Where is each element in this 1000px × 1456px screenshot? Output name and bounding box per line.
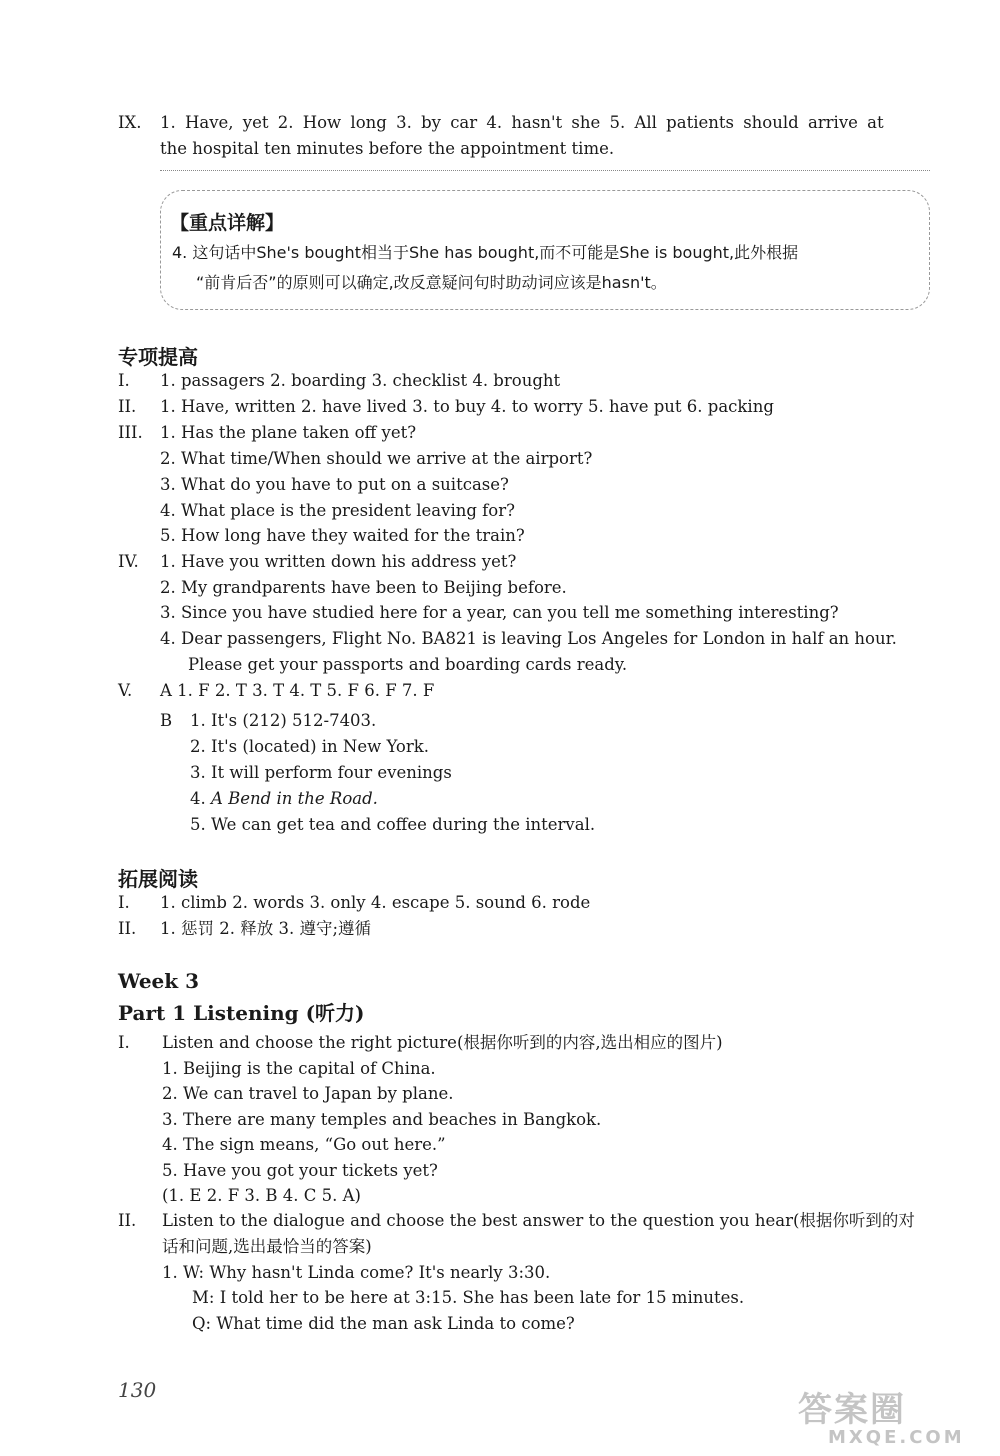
watermark-bottom: MXQE.COM [828, 1427, 965, 1448]
special-v-b-item: 1. It's (212) 512-7403. [190, 711, 377, 730]
week-i-item: 1. Beijing is the capital of China. [162, 1059, 436, 1078]
week-i-item: 3. There are many temples and beaches in Bangkok. [162, 1110, 602, 1129]
week-i-instruction: Listen and choose the right picture(根据你听到的内容,选出相应的图片) [162, 1033, 723, 1052]
section-ix-line2: the hospital ten minutes before the appointment time. [160, 139, 615, 158]
extended-ii-text: 1. 惩罚 2. 释放 3. 遵守;遵循 [160, 919, 372, 938]
special-iv-item: 2. My grandparents have been to Beijing before. [160, 578, 567, 597]
special-iii-item: 2. What time/When should we arrive at the airport? [160, 449, 593, 468]
special-iv-item: 1. Have you written down his address yet? [160, 552, 517, 571]
dialogue-w-line: 1. W: Why hasn't Linda come? It's nearly 3:30. [162, 1263, 551, 1282]
extended-ii-label: II. [118, 919, 137, 938]
part-heading: Part 1 Listening (听力) [118, 1001, 365, 1025]
special-iii-item: 1. Has the plane taken off yet? [160, 423, 417, 442]
special-v-b-item-4 [190, 788, 378, 810]
special-iii-item: 5. How long have they waited for the train? [160, 526, 525, 545]
week-ii-label: II. [118, 1211, 137, 1230]
dotted-divider [160, 170, 930, 171]
special-v-b-item: 3. It will perform four evenings [190, 763, 452, 782]
special-heading: 专项提高 [118, 345, 198, 369]
special-iv-label: IV. [118, 552, 139, 571]
note-box-line1: 4. 这句话中She's bought相当于She has bought,而不可能是She is bought,此外根据 [172, 243, 799, 262]
extended-i-text: 1. climb 2. words 3. only 4. escape 5. sound 6. rode [160, 893, 591, 912]
special-v-a: A 1. F 2. T 3. T 4. T 5. F 6. F 7. F [160, 681, 435, 700]
week-i-item: 5. Have you got your tickets yet? [162, 1161, 438, 1180]
special-ii-text: 1. Have, written 2. have lived 3. to buy 4. to worry 5. have put 6. packing [160, 397, 774, 416]
special-i-text: 1. passagers 2. boarding 3. checklist 4. brought [160, 371, 561, 390]
watermark-top: 答案圈 [798, 1390, 906, 1430]
note-box-title: 【重点详解】 [170, 212, 285, 234]
extended-i-label: I. [118, 893, 130, 912]
special-iv-item: 3. Since you have studied here for a year, can you tell me something interesting? [160, 603, 839, 622]
dialogue-q-line: Q: What time did the man ask Linda to come? [192, 1314, 575, 1333]
special-i-label: I. [118, 371, 130, 390]
week-ii-instruction2: 话和问题,选出最恰当的答案) [162, 1237, 372, 1256]
special-iii-item: 3. What do you have to put on a suitcase? [160, 475, 509, 494]
week-ii-instruction1: Listen to the dialogue and choose the best answer to the question you hear(根据你听到的对 [162, 1211, 915, 1230]
week-i-item: 4. The sign means, “Go out here.” [162, 1135, 446, 1154]
page-number: 130 [118, 1378, 157, 1402]
section-ix-label: IX. [118, 113, 142, 132]
special-v-label: V. [118, 681, 133, 700]
extended-heading: 拓展阅读 [118, 867, 198, 891]
special-v-b4-title: A Bend in the Road. [211, 789, 378, 808]
week-i-label: I. [118, 1033, 130, 1052]
special-v-b-item: 2. It's (located) in New York. [190, 737, 429, 756]
special-v-b-label: B [160, 711, 173, 730]
special-iii-item: 4. What place is the president leaving for? [160, 501, 515, 520]
special-iii-label: III. [118, 423, 143, 442]
week-i-item: 2. We can travel to Japan by plane. [162, 1084, 454, 1103]
week-heading: Week 3 [118, 969, 200, 993]
special-v-b4-num: 4. [190, 789, 206, 808]
note-box-line2: “前肯后否”的原则可以确定,改反意疑问句时助动词应该是hasn't。 [196, 273, 667, 292]
special-iv-item-cont: Please get your passports and boarding cards ready. [188, 655, 628, 674]
section-ix-line1: 1. Have, yet 2. How long 3. by car 4. hasn't she 5. All patients should arrive at [160, 113, 884, 132]
dialogue-m-line: M: I told her to be here at 3:15. She has been late for 15 minutes. [192, 1288, 745, 1307]
watermark-logo [798, 1392, 988, 1452]
special-v-b-item: 5. We can get tea and coffee during the interval. [190, 815, 596, 834]
week-i-answers: (1. E 2. F 3. B 4. C 5. A) [162, 1186, 361, 1205]
special-iv-item: 4. Dear passengers, Flight No. BA821 is leaving Los Angeles for London in half an hour. [160, 629, 897, 648]
special-ii-label: II. [118, 397, 137, 416]
